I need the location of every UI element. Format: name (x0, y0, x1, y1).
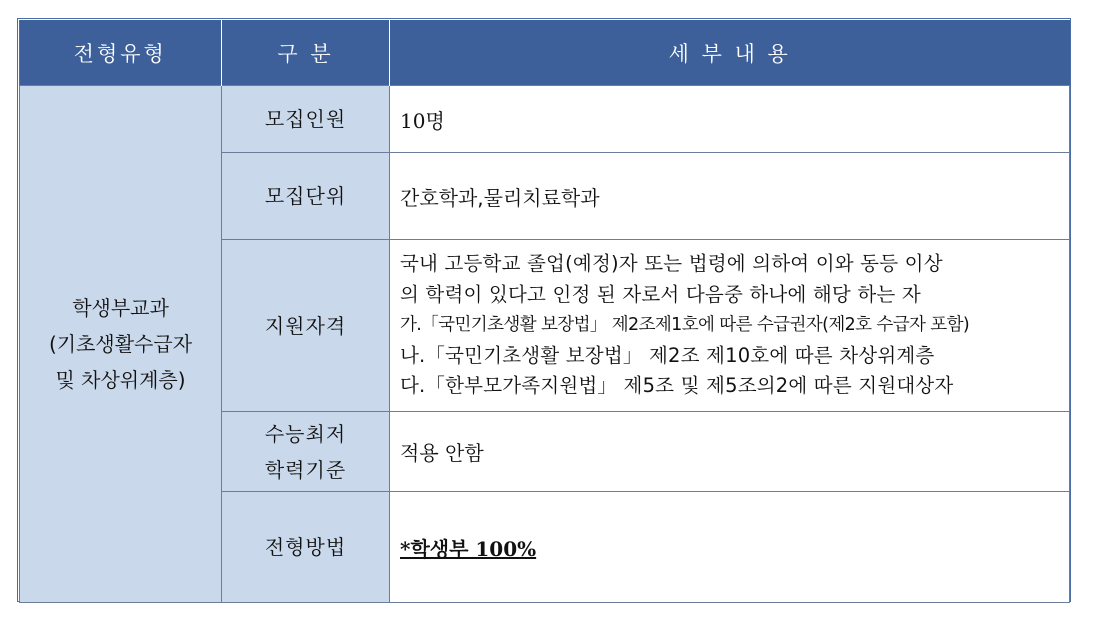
recruit-count-text: 10명 (400, 108, 445, 133)
min-score-label-line: 수능최저 (264, 421, 347, 446)
eligibility-line: 다.「한부모가족지원법」 제5조 및 제5조의2에 따른 지원대상자 (400, 374, 954, 398)
min-score-label (222, 412, 390, 492)
header-admission-type: 전형유형 (20, 20, 222, 86)
recruit-unit-label: 모집단위 (222, 153, 390, 240)
admission-table (19, 20, 1070, 603)
eligibility-line: 가.「국민기초생활 보장법」 제2조제1호에 따른 수급권자(제2호 수급자 포함) (400, 315, 970, 336)
header-detail: 세 부 내 용 (390, 20, 1070, 86)
admission-type-cell (20, 86, 222, 603)
eligibility-line: 의 학력이 있다고 인정 된 자로서 다음중 하나에 해당 하는 자 (400, 282, 921, 306)
eligibility-label: 지원자격 (222, 240, 390, 412)
min-score-value: 적용 안함 (390, 412, 1070, 492)
admission-type-line: 학생부교과 (72, 296, 169, 320)
min-score-label-line: 학력기준 (264, 457, 347, 482)
table-row (20, 86, 1070, 153)
header-row (20, 20, 1070, 86)
recruit-count-value (390, 86, 1070, 153)
method-text: *학생부 100% (400, 536, 537, 561)
eligibility-line: 국내 고등학교 졸업(예정)자 또는 법령에 의하여 이와 동등 이상 (400, 252, 943, 276)
recruit-unit-value: 간호학과,물리치료학과 (390, 153, 1070, 240)
header-category: 구 분 (222, 20, 390, 86)
admission-type-line: 및 차상위계층) (55, 368, 186, 392)
method-label: 전형방법 (222, 492, 390, 603)
admission-type-line: (기초생활수급자 (48, 332, 193, 356)
recruit-count-label: 모집인원 (222, 86, 390, 153)
eligibility-line: 나.「국민기초생활 보장법」 제2조 제10호에 따른 차상위계층 (400, 343, 935, 367)
method-value (390, 492, 1070, 603)
eligibility-value (390, 240, 1070, 412)
